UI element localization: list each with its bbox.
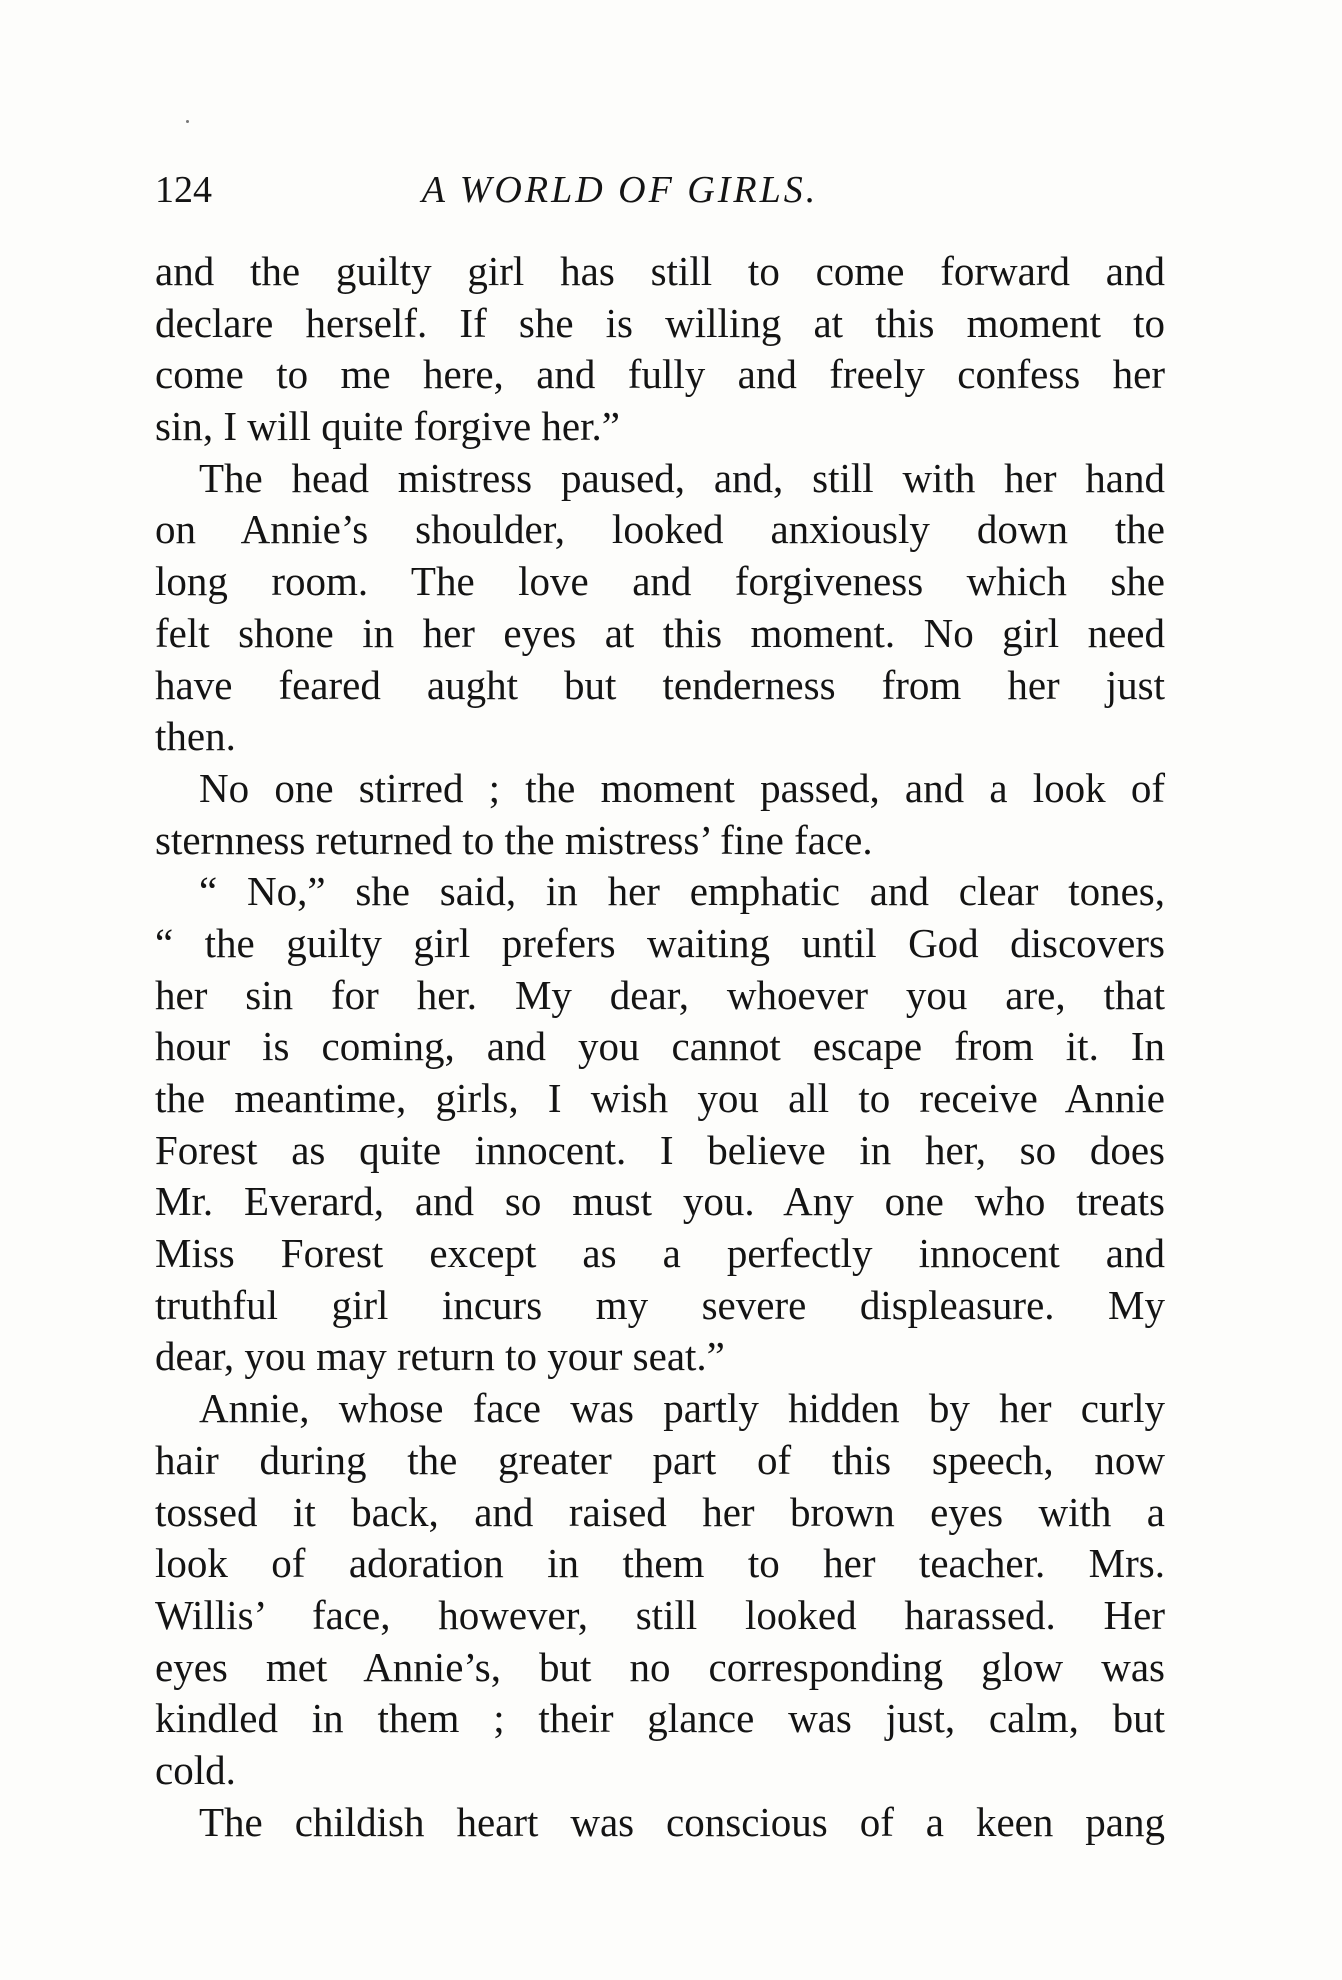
body-text <box>155 246 1165 1848</box>
text-line: come to me here, and fully and freely confess her <box>155 351 1165 398</box>
text-line: The head mistress paused, and, still with her hand <box>199 454 1165 501</box>
text-line: felt shone in her eyes at this moment. No girl need <box>155 609 1165 656</box>
text-line: Willis’ face, however, still looked harassed. Her <box>155 1591 1165 1638</box>
text-line: long room. The love and forgiveness which she <box>155 558 1165 605</box>
text-line: Mr. Everard, and so must you. Any one who treats <box>155 1178 1165 1225</box>
running-title: A WORLD OF GIRLS. <box>421 169 819 211</box>
text-line: sin, I will quite forgive her.” <box>155 403 620 450</box>
page-number: 124 <box>155 169 212 211</box>
text-line: hour is coming, and you cannot escape from it. In <box>155 1023 1165 1070</box>
text-line: eyes met Annie’s, but no corresponding glow was <box>155 1643 1165 1690</box>
text-line: have feared aught but tenderness from her just <box>155 661 1165 708</box>
text-line: The childish heart was conscious of a keen pang <box>199 1798 1165 1845</box>
text-line: on Annie’s shoulder, looked anxiously down the <box>155 506 1165 553</box>
text-line: cold. <box>155 1746 236 1793</box>
text-line: Miss Forest except as a perfectly innocent and <box>155 1230 1165 1277</box>
text-line: and the guilty girl has still to come forward and <box>155 248 1165 294</box>
text-line: No one stirred ; the moment passed, and a look of <box>199 764 1165 811</box>
text-line: “ No,” she said, in her emphatic and clear tones, <box>199 868 1165 915</box>
text-line: kindled in them ; their glance was just, calm, but <box>155 1695 1165 1742</box>
text-line: the meantime, girls, I wish you all to receive Annie <box>155 1075 1165 1121</box>
text-line: “ the guilty girl prefers waiting until God discovers <box>155 919 1165 966</box>
text-line: truthful girl incurs my severe displeasure. My <box>155 1281 1165 1328</box>
page-header <box>155 168 1165 224</box>
text-line: sternness returned to the mistress’ fine face. <box>155 816 873 863</box>
text-line: Forest as quite innocent. I believe in her, so does <box>155 1126 1165 1173</box>
text-line: declare herself. If she is willing at this moment to <box>155 299 1165 346</box>
text-line: hair during the greater part of this speech, now <box>155 1436 1165 1483</box>
text-line: then. <box>155 713 236 760</box>
text-line: dear, you may return to your seat.” <box>155 1333 725 1380</box>
print-speck <box>186 120 189 123</box>
text-line: Annie, whose face was partly hidden by her curly <box>199 1385 1165 1432</box>
text-line: look of adoration in them to her teacher. Mrs. <box>155 1540 1165 1587</box>
text-line: tossed it back, and raised her brown eyes with a <box>155 1488 1165 1535</box>
text-line: her sin for her. My dear, whoever you are, that <box>155 971 1165 1018</box>
